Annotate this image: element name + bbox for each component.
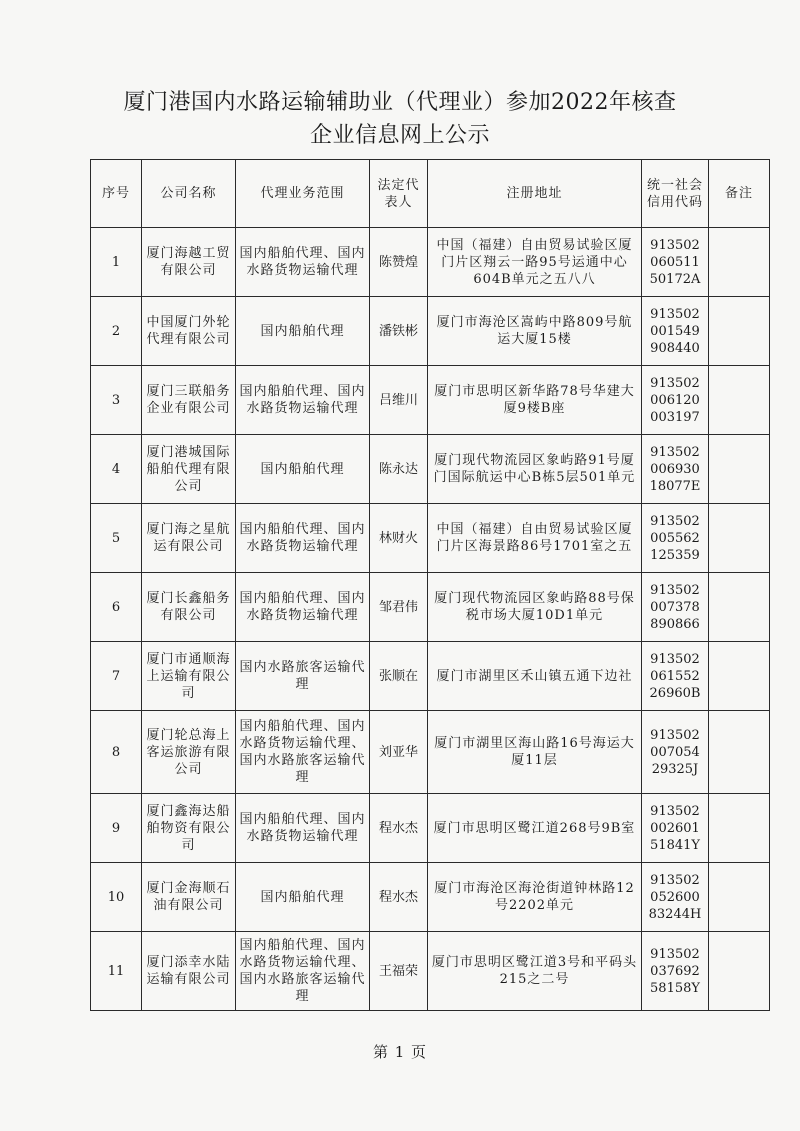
row-company-name: 中国厦门外轮代理有限公司	[142, 297, 236, 366]
row-registered-address: 厦门市海沧区海沧街道钟林路12号2202单元	[428, 863, 642, 932]
row-registered-address: 厦门市思明区鹭江道3号和平码头215之二号	[428, 932, 642, 1011]
row-business-scope: 国内船舶代理、国内水路货物运输代理	[236, 504, 370, 573]
row-business-scope: 国内船舶代理	[236, 297, 370, 366]
row-credit-code: 913502 037692 58158Y	[642, 932, 709, 1011]
table-row	[91, 794, 770, 863]
table-row	[91, 366, 770, 435]
row-note	[709, 228, 770, 297]
row-legal-representative: 刘亚华	[370, 711, 428, 794]
row-company-name: 厦门添幸水陆运输有限公司	[142, 932, 236, 1011]
row-legal-representative: 程水杰	[370, 794, 428, 863]
row-business-scope: 国内船舶代理、国内水路货物运输代理	[236, 573, 370, 642]
table-row	[91, 932, 770, 1011]
row-legal-representative: 王福荣	[370, 932, 428, 1011]
row-company-name: 厦门港城国际船舶代理有限公司	[142, 435, 236, 504]
row-note	[709, 435, 770, 504]
row-credit-code: 913502 005562 125359	[642, 504, 709, 573]
row-business-scope: 国内船舶代理	[236, 863, 370, 932]
row-registered-address: 中国（福建）自由贸易试验区厦门片区海景路86号1701室之五	[428, 504, 642, 573]
row-index: 10	[91, 863, 142, 932]
table-row	[91, 642, 770, 711]
row-index: 3	[91, 366, 142, 435]
row-legal-representative: 陈赞煌	[370, 228, 428, 297]
header-company: 公司名称	[142, 160, 236, 228]
row-credit-code: 913502 006930 18077E	[642, 435, 709, 504]
row-legal-representative: 张顺在	[370, 642, 428, 711]
row-business-scope: 国内船舶代理、国内水路货物运输代理	[236, 366, 370, 435]
row-credit-code: 913502 006120 003197	[642, 366, 709, 435]
header-index: 序号	[91, 160, 142, 228]
row-note	[709, 297, 770, 366]
row-business-scope: 国内船舶代理、国内水路货物运输代理、国内水路旅客运输代理	[236, 711, 370, 794]
row-index: 8	[91, 711, 142, 794]
row-business-scope: 国内船舶代理、国内水路货物运输代理	[236, 794, 370, 863]
header-address: 注册地址	[428, 160, 642, 228]
row-index: 11	[91, 932, 142, 1011]
row-note	[709, 642, 770, 711]
row-legal-representative: 陈永达	[370, 435, 428, 504]
row-index: 7	[91, 642, 142, 711]
row-registered-address: 厦门市思明区新华路78号华建大厦9楼B座	[428, 366, 642, 435]
row-credit-code: 913502 007054 29325J	[642, 711, 709, 794]
header-credit-code: 统一社会信用代码	[642, 160, 709, 228]
row-company-name: 厦门海之星航运有限公司	[142, 504, 236, 573]
row-company-name: 厦门海越工贸有限公司	[142, 228, 236, 297]
row-business-scope: 国内船舶代理	[236, 435, 370, 504]
table-row	[91, 228, 770, 297]
row-note	[709, 504, 770, 573]
row-business-scope: 国内船舶代理、国内水路货物运输代理	[236, 228, 370, 297]
row-registered-address: 厦门现代物流园区象屿路88号保税市场大厦10D1单元	[428, 573, 642, 642]
row-legal-representative: 潘铁彬	[370, 297, 428, 366]
row-company-name: 厦门金海顺石油有限公司	[142, 863, 236, 932]
table-row	[91, 573, 770, 642]
row-legal-representative: 程水杰	[370, 863, 428, 932]
title-line-2: 企业信息网上公示	[309, 123, 490, 148]
row-company-name: 厦门轮总海上客运旅游有限公司	[142, 711, 236, 794]
header-scope: 代理业务范围	[236, 160, 370, 228]
row-note	[709, 863, 770, 932]
header-note: 备注	[709, 160, 770, 228]
row-credit-code: 913502 060511 50172A	[642, 228, 709, 297]
row-index: 4	[91, 435, 142, 504]
document-title	[0, 86, 800, 152]
table-row	[91, 504, 770, 573]
row-registered-address: 厦门现代物流园区象屿路91号厦门国际航运中心B栋5层501单元	[428, 435, 642, 504]
table-row	[91, 297, 770, 366]
row-credit-code: 913502 061552 26960B	[642, 642, 709, 711]
title-line-1: 厦门港国内水路运输辅助业（代理业）参加2022年核查	[123, 90, 677, 115]
row-note	[709, 366, 770, 435]
company-table	[90, 159, 770, 1011]
table-row	[91, 711, 770, 794]
row-index: 6	[91, 573, 142, 642]
row-note	[709, 573, 770, 642]
row-company-name: 厦门市通顺海上运输有限公司	[142, 642, 236, 711]
row-index: 2	[91, 297, 142, 366]
row-legal-representative: 邹君伟	[370, 573, 428, 642]
row-company-name: 厦门长鑫船务有限公司	[142, 573, 236, 642]
row-note	[709, 711, 770, 794]
row-company-name: 厦门鑫海达船舶物资有限公司	[142, 794, 236, 863]
row-legal-representative: 吕维川	[370, 366, 428, 435]
page-number: 第 1 页	[372, 1043, 428, 1061]
header-representative: 法定代表人	[370, 160, 428, 228]
table-row	[91, 863, 770, 932]
row-index: 1	[91, 228, 142, 297]
row-registered-address: 厦门市海沧区嵩屿中路809号航运大厦15楼	[428, 297, 642, 366]
row-registered-address: 中国（福建）自由贸易试验区厦门片区翔云一路95号运通中心604B单元之五八八	[428, 228, 642, 297]
row-legal-representative: 林财火	[370, 504, 428, 573]
row-registered-address: 厦门市湖里区海山路16号海运大厦11层	[428, 711, 642, 794]
row-credit-code: 913502 052600 83244H	[642, 863, 709, 932]
row-registered-address: 厦门市思明区鹭江道268号9B室	[428, 794, 642, 863]
row-note	[709, 794, 770, 863]
row-registered-address: 厦门市湖里区禾山镇五通下边社	[428, 642, 642, 711]
row-index: 9	[91, 794, 142, 863]
row-business-scope: 国内船舶代理、国内水路货物运输代理、国内水路旅客运输代理	[236, 932, 370, 1011]
row-credit-code: 913502 001549 908440	[642, 297, 709, 366]
row-credit-code: 913502 002601 51841Y	[642, 794, 709, 863]
table-row	[91, 435, 770, 504]
table-header-row	[91, 160, 770, 228]
row-business-scope: 国内水路旅客运输代理	[236, 642, 370, 711]
row-company-name: 厦门三联船务企业有限公司	[142, 366, 236, 435]
row-index: 5	[91, 504, 142, 573]
row-note	[709, 932, 770, 1011]
row-credit-code: 913502 007378 890866	[642, 573, 709, 642]
